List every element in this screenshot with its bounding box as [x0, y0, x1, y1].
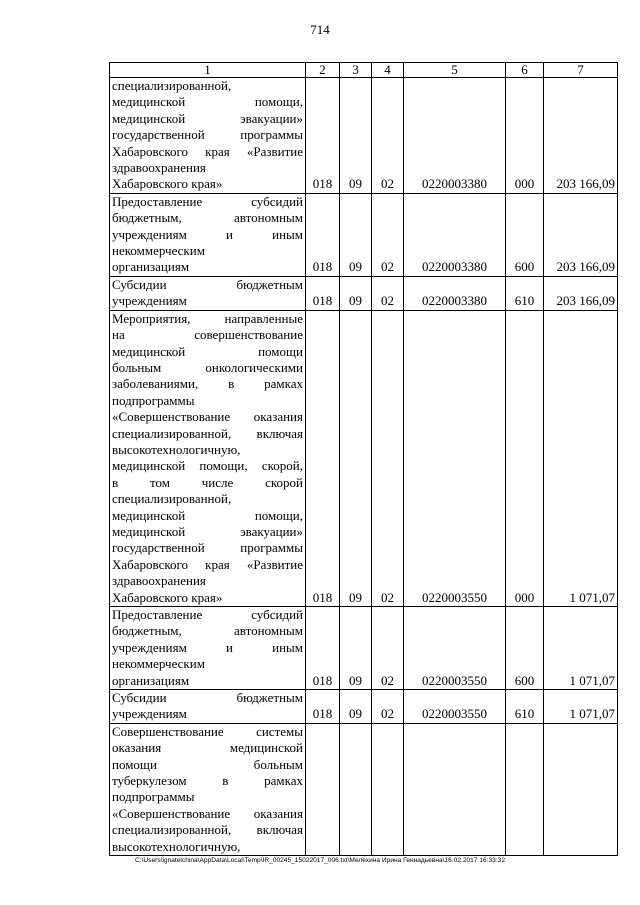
amount-cell: 203 166,09 — [544, 276, 618, 310]
header-cell: 4 — [372, 63, 404, 78]
row-description — [110, 193, 306, 276]
description-line: учреждениям и иным — [112, 639, 303, 655]
description-line: учреждениям — [112, 293, 187, 309]
table-row — [110, 723, 618, 855]
expense-type-cell: 600 — [506, 607, 544, 690]
row-description — [110, 690, 306, 724]
section-code-cell: 09 — [340, 193, 372, 276]
row-description — [110, 310, 306, 606]
description-line: Мероприятия, направленные — [112, 310, 303, 326]
ministry-code-cell — [306, 723, 340, 855]
header-cell: 7 — [544, 63, 618, 78]
description-line: Предоставление субсидий — [112, 607, 303, 622]
description-line: медицинской помощи, скорой, — [112, 458, 303, 474]
description-line: государственной программы — [112, 127, 303, 143]
description-line: Предоставление субсидий — [112, 193, 303, 209]
table-row — [110, 690, 618, 724]
description-line: некоммерческим — [112, 656, 205, 672]
description-line: организациям — [112, 672, 190, 688]
ministry-code-cell: 018 — [306, 276, 340, 310]
subsection-code-cell: 02 — [372, 276, 404, 310]
description-line: помощи больным — [112, 756, 303, 772]
amount-cell: 1 071,07 — [544, 607, 618, 690]
table-row — [110, 78, 618, 194]
expense-type-cell — [506, 723, 544, 855]
description-line: в том числе скорой — [112, 474, 303, 490]
description-line: специализированной, — [112, 491, 232, 507]
row-description — [110, 607, 306, 690]
subsection-code-cell: 02 — [372, 193, 404, 276]
description-line: подпрограммы — [112, 789, 195, 805]
description-line: Субсидии бюджетным — [112, 276, 303, 292]
expense-type-cell: 610 — [506, 276, 544, 310]
description-line: заболеваниями, в рамках — [112, 376, 303, 392]
section-code-cell — [340, 723, 372, 855]
section-code-cell: 09 — [340, 690, 372, 724]
amount-cell: 1 071,07 — [544, 310, 618, 606]
page-number: 714 — [310, 22, 330, 37]
expense-type-cell: 610 — [506, 690, 544, 724]
description-line: специализированной, — [112, 78, 232, 93]
header-cell: 1 — [110, 63, 306, 78]
header-cell: 2 — [306, 63, 340, 78]
header-cell: 3 — [340, 63, 372, 78]
amount-cell: 1 071,07 — [544, 690, 618, 724]
subsection-code-cell: 02 — [372, 690, 404, 724]
description-line: высокотехнологичную, — [112, 838, 241, 854]
target-article-cell: 0220003380 — [404, 78, 506, 194]
target-article-cell: 0220003380 — [404, 193, 506, 276]
description-line: медицинской помощи, — [112, 507, 303, 523]
ministry-code-cell: 018 — [306, 690, 340, 724]
description-line: специализированной, включая — [112, 822, 303, 838]
header-row — [110, 63, 618, 78]
description-line: специализированной, включая — [112, 425, 303, 441]
description-line: здравоохранения — [112, 573, 206, 589]
description-line: оказания медицинской — [112, 740, 303, 756]
description-line: высокотехнологичную, — [112, 441, 241, 457]
section-code-cell: 09 — [340, 78, 372, 194]
section-code-cell: 09 — [340, 276, 372, 310]
subsection-code-cell — [372, 723, 404, 855]
table-row — [110, 276, 618, 310]
description-line: бюджетным, автономным — [112, 210, 303, 226]
amount-cell: 203 166,09 — [544, 78, 618, 194]
description-line: бюджетным, автономным — [112, 623, 303, 639]
header-cell: 5 — [404, 63, 506, 78]
description-line: Хабаровского края» — [112, 176, 223, 192]
subsection-code-cell: 02 — [372, 78, 404, 194]
ministry-code-cell: 018 — [306, 607, 340, 690]
table-row — [110, 607, 618, 690]
expense-type-cell: 600 — [506, 193, 544, 276]
description-line: Хабаровского края» — [112, 589, 223, 605]
table-row — [110, 193, 618, 276]
target-article-cell: 0220003550 — [404, 690, 506, 724]
description-line: медицинской эвакуации» — [112, 523, 303, 539]
description-line: здравоохранения — [112, 160, 206, 176]
amount-cell: 203 166,09 — [544, 193, 618, 276]
description-line: учреждениям и иным — [112, 226, 303, 242]
description-line: медицинской помощи — [112, 343, 303, 359]
footer-file-path: C:\Users\ignatelchina\AppData\Local\Temp\IR_00245_15022017_006.txt\Мелехина Ирина Геннадьевна\16.02.2017 16:33:32 — [134, 857, 505, 864]
description-line: медицинской эвакуации» — [112, 110, 303, 126]
description-line: медицинской помощи, — [112, 94, 303, 110]
description-line: «Совершенствование оказания — [112, 805, 303, 821]
target-article-cell — [404, 723, 506, 855]
description-line: больным онкологическими — [112, 359, 303, 375]
header-cell: 6 — [506, 63, 544, 78]
table-row — [110, 310, 618, 606]
section-code-cell: 09 — [340, 607, 372, 690]
description-line: некоммерческим — [112, 243, 205, 259]
ministry-code-cell: 018 — [306, 310, 340, 606]
section-code-cell: 09 — [340, 310, 372, 606]
subsection-code-cell: 02 — [372, 607, 404, 690]
ministry-code-cell: 018 — [306, 193, 340, 276]
description-line: Хабаровского края «Развитие — [112, 143, 303, 159]
description-line: государственной программы — [112, 540, 303, 556]
expense-type-cell: 000 — [506, 310, 544, 606]
description-line: на совершенствование — [112, 327, 303, 343]
ministry-code-cell: 018 — [306, 78, 340, 194]
expense-type-cell: 000 — [506, 78, 544, 194]
description-line: «Совершенствование оказания — [112, 409, 303, 425]
description-line: организациям — [112, 259, 190, 275]
budget-table — [109, 62, 618, 856]
amount-cell — [544, 723, 618, 855]
subsection-code-cell: 02 — [372, 310, 404, 606]
table-body — [110, 78, 618, 856]
description-line: подпрограммы — [112, 392, 195, 408]
description-line: учреждениям — [112, 706, 187, 722]
description-line: туберкулезом в рамках — [112, 773, 303, 789]
row-description — [110, 723, 306, 855]
description-line: Субсидии бюджетным — [112, 690, 303, 706]
description-line: Совершенствование системы — [112, 723, 303, 739]
target-article-cell: 0220003380 — [404, 276, 506, 310]
row-description — [110, 78, 306, 194]
row-description — [110, 276, 306, 310]
description-line: Хабаровского края «Развитие — [112, 556, 303, 572]
target-article-cell: 0220003550 — [404, 310, 506, 606]
target-article-cell: 0220003550 — [404, 607, 506, 690]
